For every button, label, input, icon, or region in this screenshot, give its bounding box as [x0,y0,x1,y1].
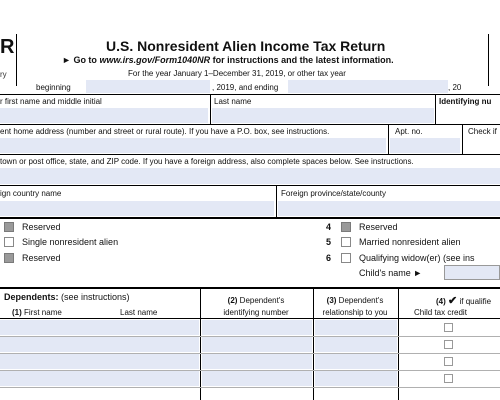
last-name-label: Last name [214,97,252,106]
address-divider-2 [462,124,463,154]
dep-4-name-field[interactable] [0,371,199,386]
name-divider-2 [435,94,436,124]
dependents-title-text: Dependents: [4,292,59,302]
foreign-province-label: Foreign province/state/county [281,189,386,198]
beginning-label: beginning [36,83,71,92]
dependents-header-rule [0,318,500,319]
filing-right-3-checkbox[interactable] [341,253,351,263]
dep-4-id-field[interactable] [202,371,312,386]
dependents-col1-last-header: Last name [120,308,158,317]
apt-no-label: Apt. no. [395,127,423,136]
goto-prefix: Go to [73,55,97,65]
home-address-field[interactable] [0,138,386,153]
first-name-label: r first name and middle initial [0,97,102,106]
dep-1-id-field[interactable] [202,320,312,335]
filing-left-1-checkbox[interactable] [4,222,14,232]
form-side-fragment: ry [0,70,7,79]
ending-date-field[interactable] [288,80,448,93]
dep-4-child-credit-checkbox[interactable] [444,374,453,383]
check-if-label: Check if [468,127,497,136]
address-row-rule [0,154,500,155]
dep-3-child-credit-checkbox[interactable] [444,357,453,366]
filing-right-2-label: Married nonresident alien [359,237,461,247]
beginning-date-field[interactable] [86,80,210,93]
col4-number: (4) [436,297,446,306]
dep-col-divider-3 [398,289,399,400]
col2-line1: Dependent's [239,296,285,305]
ending-label: , 2019, and ending [212,83,279,92]
goto-line [62,55,394,66]
form-title: U.S. Nonresident Alien Income Tax Return [106,38,386,54]
apt-no-field[interactable] [390,138,460,153]
filing-left-3-checkbox[interactable] [4,253,14,263]
header-right-divider [488,34,489,86]
filing-right-2-checkbox[interactable] [341,237,351,247]
header-rule [0,94,500,95]
dependents-col2-line2: identifying number [223,308,289,317]
col3-number: (3) [326,296,337,305]
name-divider-1 [210,94,211,124]
tax-year-text: For the year January 1–December 31, 2019, or other tax year [128,69,346,78]
dep-1-name-field[interactable] [0,320,199,335]
filing-right-3-label: Qualifying widow(er) (see ins [359,253,475,263]
dependents-col4-header [436,296,491,307]
dependents-title-note: (see instructions) [61,292,130,302]
foreign-divider [276,185,277,217]
address-section-rule [0,217,500,219]
childs-name-text: Child's name [359,268,411,278]
filing-left-2-label: Single nonresident alien [22,237,119,247]
col3-line1: Dependent's [338,296,384,305]
col1-first-name: First name [24,308,62,317]
dep-2-relationship-field[interactable] [315,337,397,352]
dependents-col1-header [12,308,62,318]
col1-number: (1) [12,308,22,317]
childs-name-field[interactable] [444,265,500,280]
year-suffix: , 20 [448,83,462,92]
dep-3-relationship-field[interactable] [315,354,397,369]
dependents-col2-header [200,296,312,306]
col2-number: (2) [227,296,238,305]
city-field[interactable] [0,168,500,184]
dep-1-relationship-field[interactable] [315,320,397,335]
dep-2-child-credit-checkbox[interactable] [444,340,453,349]
last-name-field[interactable] [212,108,434,123]
filing-left-1-label: Reserved [22,222,61,232]
dep-1-child-credit-checkbox[interactable] [444,323,453,332]
goto-url[interactable]: www.irs.gov/Form1040NR [99,55,211,65]
foreign-country-label: ign country name [0,189,62,198]
goto-suffix: for instructions and the latest information. [212,55,394,65]
dep-3-name-field[interactable] [0,354,199,369]
filing-status-rule [0,287,500,289]
city-row-rule [0,185,500,186]
arrow-right-icon: ► [62,55,71,65]
dependents-title [4,292,130,303]
filing-right-1-number: 4 [326,222,332,232]
childs-name-label [359,268,422,279]
dep-2-name-field[interactable] [0,337,199,352]
identifying-number-label: Identifying nu [439,97,492,106]
filing-right-3-number: 6 [326,253,332,263]
filing-right-1-label: Reserved [359,222,398,232]
first-name-field[interactable] [0,108,208,123]
dependents-col4-line2: Child tax credit [414,308,467,317]
city-label: town or post office, state, and ZIP code. If you have a foreign address, also complete spaces below. See instructions. [0,157,414,166]
filing-right-2-number: 5 [326,237,332,247]
arrow-right-icon: ► [413,268,423,278]
address-divider-1 [388,124,389,154]
form-id-fragment: R [0,36,15,58]
col4-line1: if qualifie [459,297,492,306]
dependents-col3-line2: relationship to you [322,308,388,317]
dep-3-id-field[interactable] [202,354,312,369]
header-left-divider [16,34,17,86]
checkmark-icon: ✔ [448,295,458,307]
filing-right-1-checkbox[interactable] [341,222,351,232]
dep-2-id-field[interactable] [202,337,312,352]
foreign-country-field[interactable] [0,201,274,216]
dependents-col3-header [313,296,397,306]
filing-left-3-label: Reserved [22,253,61,263]
dep-4-rule [0,387,500,388]
foreign-province-field[interactable] [278,201,500,216]
dep-4-relationship-field[interactable] [315,371,397,386]
home-address-label: ent home address (number and street or rural route). If you have a P.O. box, see instructions. [0,127,330,136]
filing-left-2-checkbox[interactable] [4,237,14,247]
name-row-rule [0,124,500,125]
